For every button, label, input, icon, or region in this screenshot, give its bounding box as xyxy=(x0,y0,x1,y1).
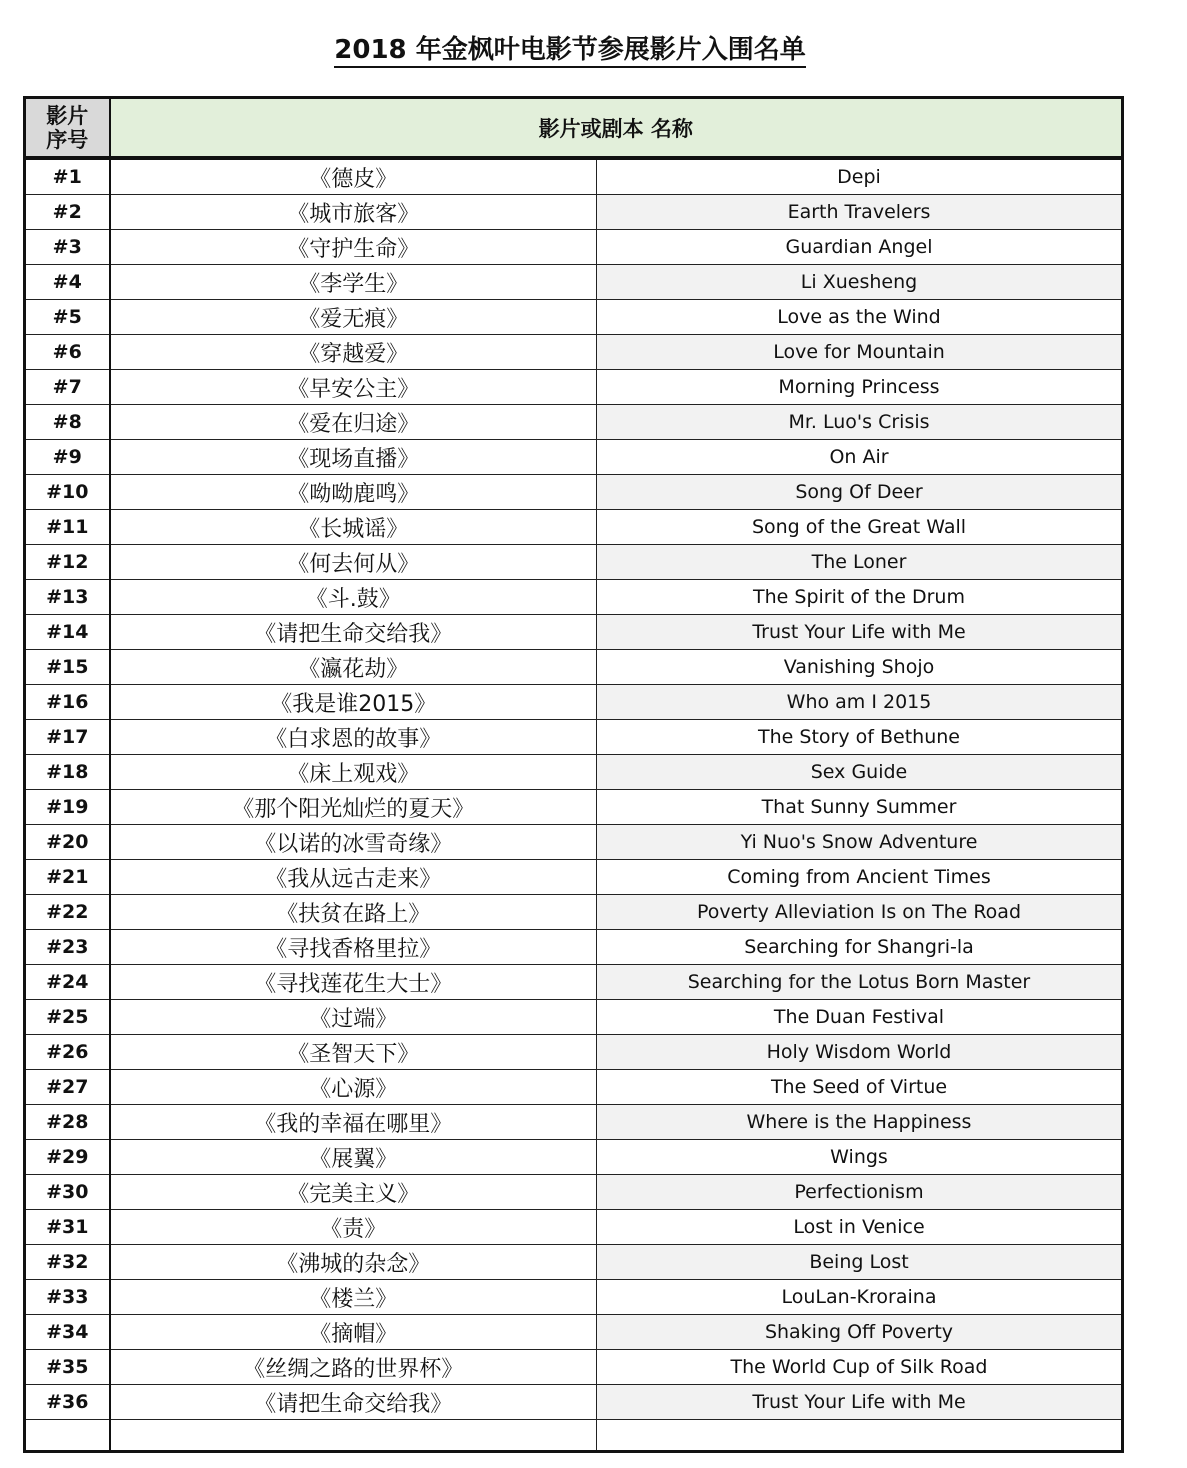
english-title-cell: Poverty Alleviation Is on The Road xyxy=(597,895,1123,930)
film-number-cell: #22 xyxy=(25,895,110,930)
chinese-title-cell: 《请把生命交给我》 xyxy=(110,615,597,650)
english-title-cell: Holy Wisdom World xyxy=(597,1035,1123,1070)
film-rows xyxy=(25,158,1123,1452)
chinese-title-cell: 《床上观戏》 xyxy=(110,755,597,790)
chinese-title-cell: 《长城谣》 xyxy=(110,510,597,545)
film-number-cell: #18 xyxy=(25,755,110,790)
chinese-title-cell: 《守护生命》 xyxy=(110,230,597,265)
table-row xyxy=(25,1000,1123,1035)
english-title-cell: The Spirit of the Drum xyxy=(597,580,1123,615)
chinese-title-cell: 《楼兰》 xyxy=(110,1280,597,1315)
header-film-number-line1: 影片 xyxy=(46,103,89,128)
film-number-cell: #8 xyxy=(25,405,110,440)
english-title-cell: On Air xyxy=(597,440,1123,475)
film-number-cell: #6 xyxy=(25,335,110,370)
table-header-row xyxy=(25,98,1123,159)
film-number-cell: #20 xyxy=(25,825,110,860)
empty-cell xyxy=(25,1420,110,1452)
chinese-title-cell: 《以诺的冰雪奇缘》 xyxy=(110,825,597,860)
film-number-cell: #7 xyxy=(25,370,110,405)
table-row xyxy=(25,1315,1123,1350)
chinese-title-cell: 《现场直播》 xyxy=(110,440,597,475)
english-title-cell: Yi Nuo's Snow Adventure xyxy=(597,825,1123,860)
table-row xyxy=(25,158,1123,195)
empty-row xyxy=(25,1420,1123,1452)
film-number-cell: #33 xyxy=(25,1280,110,1315)
english-title-cell: Lost in Venice xyxy=(597,1210,1123,1245)
film-number-cell: #2 xyxy=(25,195,110,230)
film-number-cell: #24 xyxy=(25,965,110,1000)
table-row xyxy=(25,230,1123,265)
table-row xyxy=(25,475,1123,510)
english-title-cell: Searching for the Lotus Born Master xyxy=(597,965,1123,1000)
table-row xyxy=(25,405,1123,440)
english-title-cell: The World Cup of Silk Road xyxy=(597,1350,1123,1385)
table-row xyxy=(25,1035,1123,1070)
chinese-title-cell: 《爱在归途》 xyxy=(110,405,597,440)
chinese-title-cell: 《我是谁2015》 xyxy=(110,685,597,720)
english-title-cell: Song of the Great Wall xyxy=(597,510,1123,545)
film-number-cell: #14 xyxy=(25,615,110,650)
film-number-cell: #4 xyxy=(25,265,110,300)
chinese-title-cell: 《请把生命交给我》 xyxy=(110,1385,597,1420)
english-title-cell: Where is the Happiness xyxy=(597,1105,1123,1140)
english-title-cell: Coming from Ancient Times xyxy=(597,860,1123,895)
english-title-cell: Depi xyxy=(597,158,1123,195)
english-title-cell: Love as the Wind xyxy=(597,300,1123,335)
table-row xyxy=(25,370,1123,405)
film-number-cell: #29 xyxy=(25,1140,110,1175)
table-row xyxy=(25,1280,1123,1315)
chinese-title-cell: 《寻找香格里拉》 xyxy=(110,930,597,965)
english-title-cell: Perfectionism xyxy=(597,1175,1123,1210)
film-number-cell: #28 xyxy=(25,1105,110,1140)
chinese-title-cell: 《瀛花劫》 xyxy=(110,650,597,685)
table-row xyxy=(25,1385,1123,1420)
english-title-cell: Who am I 2015 xyxy=(597,685,1123,720)
film-number-cell: #17 xyxy=(25,720,110,755)
table-row xyxy=(25,1245,1123,1280)
chinese-title-cell: 《爱无痕》 xyxy=(110,300,597,335)
film-number-cell: #23 xyxy=(25,930,110,965)
table-row xyxy=(25,545,1123,580)
chinese-title-cell: 《展翼》 xyxy=(110,1140,597,1175)
english-title-cell: Mr. Luo's Crisis xyxy=(597,405,1123,440)
table-row xyxy=(25,685,1123,720)
chinese-title-cell: 《沸城的杂念》 xyxy=(110,1245,597,1280)
film-number-cell: #12 xyxy=(25,545,110,580)
header-film-name: 影片或剧本 名称 xyxy=(110,98,1123,159)
chinese-title-cell: 《穿越爱》 xyxy=(110,335,597,370)
empty-cell xyxy=(110,1420,597,1452)
film-number-cell: #31 xyxy=(25,1210,110,1245)
film-number-cell: #27 xyxy=(25,1070,110,1105)
table-row xyxy=(25,965,1123,1000)
english-title-cell: The Seed of Virtue xyxy=(597,1070,1123,1105)
document-title-text: 2018 年金枫叶电影节参展影片入围名单 xyxy=(334,35,805,68)
table-row xyxy=(25,615,1123,650)
english-title-cell: Song Of Deer xyxy=(597,475,1123,510)
english-title-cell: Shaking Off Poverty xyxy=(597,1315,1123,1350)
english-title-cell: Sex Guide xyxy=(597,755,1123,790)
chinese-title-cell: 《心源》 xyxy=(110,1070,597,1105)
english-title-cell: Being Lost xyxy=(597,1245,1123,1280)
table-row xyxy=(25,755,1123,790)
chinese-title-cell: 《我的幸福在哪里》 xyxy=(110,1105,597,1140)
chinese-title-cell: 《圣智天下》 xyxy=(110,1035,597,1070)
table-row xyxy=(25,790,1123,825)
film-number-cell: #10 xyxy=(25,475,110,510)
film-number-cell: #35 xyxy=(25,1350,110,1385)
film-number-cell: #13 xyxy=(25,580,110,615)
table-row xyxy=(25,1210,1123,1245)
english-title-cell: The Duan Festival xyxy=(597,1000,1123,1035)
english-title-cell: The Loner xyxy=(597,545,1123,580)
chinese-title-cell: 《寻找莲花生大士》 xyxy=(110,965,597,1000)
table-row xyxy=(25,1140,1123,1175)
english-title-cell: Vanishing Shojo xyxy=(597,650,1123,685)
header-film-number-line2: 序号 xyxy=(46,127,89,152)
chinese-title-cell: 《白求恩的故事》 xyxy=(110,720,597,755)
table-row xyxy=(25,1175,1123,1210)
english-title-cell: Li Xuesheng xyxy=(597,265,1123,300)
chinese-title-cell: 《李学生》 xyxy=(110,265,597,300)
english-title-cell: Trust Your Life with Me xyxy=(597,615,1123,650)
film-number-cell: #1 xyxy=(25,158,110,195)
film-number-cell: #36 xyxy=(25,1385,110,1420)
film-list-table xyxy=(23,96,1124,1453)
table-row xyxy=(25,930,1123,965)
header-film-number xyxy=(25,98,110,159)
chinese-title-cell: 《那个阳光灿烂的夏天》 xyxy=(110,790,597,825)
english-title-cell: That Sunny Summer xyxy=(597,790,1123,825)
chinese-title-cell: 《呦呦鹿鸣》 xyxy=(110,475,597,510)
english-title-cell: Trust Your Life with Me xyxy=(597,1385,1123,1420)
film-number-cell: #9 xyxy=(25,440,110,475)
chinese-title-cell: 《丝绸之路的世界杯》 xyxy=(110,1350,597,1385)
film-number-cell: #21 xyxy=(25,860,110,895)
english-title-cell: Morning Princess xyxy=(597,370,1123,405)
chinese-title-cell: 《完美主义》 xyxy=(110,1175,597,1210)
film-number-cell: #15 xyxy=(25,650,110,685)
chinese-title-cell: 《责》 xyxy=(110,1210,597,1245)
table-row xyxy=(25,825,1123,860)
table-row xyxy=(25,440,1123,475)
english-title-cell: LouLan-Kroraina xyxy=(597,1280,1123,1315)
english-title-cell: The Story of Bethune xyxy=(597,720,1123,755)
table-row xyxy=(25,1105,1123,1140)
film-number-cell: #25 xyxy=(25,1000,110,1035)
film-number-cell: #19 xyxy=(25,790,110,825)
chinese-title-cell: 《摘帽》 xyxy=(110,1315,597,1350)
table-row xyxy=(25,195,1123,230)
table-row xyxy=(25,300,1123,335)
table-row xyxy=(25,1350,1123,1385)
table-row xyxy=(25,720,1123,755)
document-title xyxy=(0,30,1140,70)
film-number-cell: #16 xyxy=(25,685,110,720)
film-number-cell: #32 xyxy=(25,1245,110,1280)
chinese-title-cell: 《扶贫在路上》 xyxy=(110,895,597,930)
chinese-title-cell: 《德皮》 xyxy=(110,158,597,195)
chinese-title-cell: 《早安公主》 xyxy=(110,370,597,405)
chinese-title-cell: 《我从远古走来》 xyxy=(110,860,597,895)
film-number-cell: #5 xyxy=(25,300,110,335)
table-row xyxy=(25,860,1123,895)
english-title-cell: Guardian Angel xyxy=(597,230,1123,265)
table-row xyxy=(25,510,1123,545)
english-title-cell: Searching for Shangri-la xyxy=(597,930,1123,965)
table-row xyxy=(25,1070,1123,1105)
chinese-title-cell: 《斗.鼓》 xyxy=(110,580,597,615)
empty-cell xyxy=(597,1420,1123,1452)
table-row xyxy=(25,895,1123,930)
table-row xyxy=(25,650,1123,685)
film-number-cell: #30 xyxy=(25,1175,110,1210)
table-row xyxy=(25,265,1123,300)
english-title-cell: Love for Mountain xyxy=(597,335,1123,370)
table-row xyxy=(25,580,1123,615)
english-title-cell: Earth Travelers xyxy=(597,195,1123,230)
chinese-title-cell: 《城市旅客》 xyxy=(110,195,597,230)
english-title-cell: Wings xyxy=(597,1140,1123,1175)
chinese-title-cell: 《过端》 xyxy=(110,1000,597,1035)
film-number-cell: #34 xyxy=(25,1315,110,1350)
film-number-cell: #3 xyxy=(25,230,110,265)
chinese-title-cell: 《何去何从》 xyxy=(110,545,597,580)
table-row xyxy=(25,335,1123,370)
film-number-cell: #11 xyxy=(25,510,110,545)
film-number-cell: #26 xyxy=(25,1035,110,1070)
